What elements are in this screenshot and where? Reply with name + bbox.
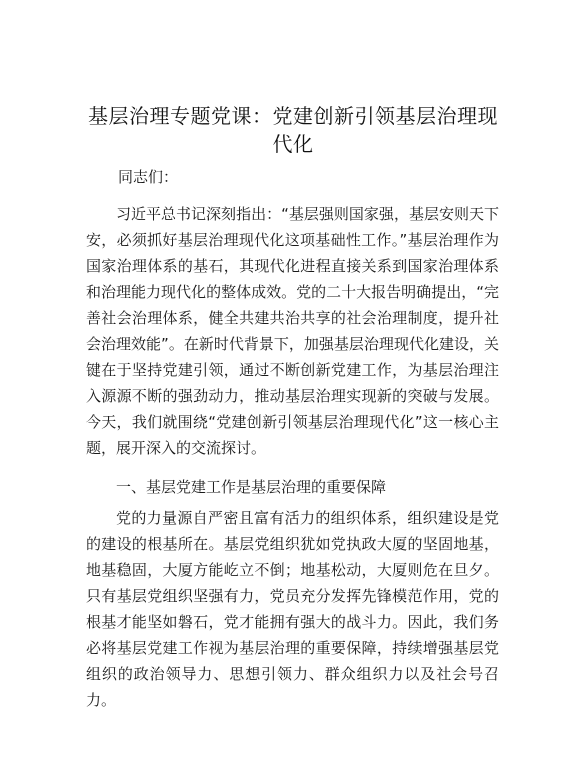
salutation: 同志们： [118,168,179,186]
document-title: 基层治理专题党课：党建创新引领基层治理现代化 [88,104,498,156]
section-paragraph: 党的力量源自严密且富有活力的组织体系，组织建设是党的建设的根基所在。基层党组织犹如党执政大厦的坚固地基，地基稳固，大厦方能屹立不倒；地基松动，大厦则危在旦夕。只有基层党组织坚强有力，党员充分发挥先锋模范作用，党的根基才能坚如磐石，党才能拥有强大的战斗力。因此，我们务必将基层党建工作视为基层治理的重要保障，持续增强基层党组织的政治领导力、思想引领力、群众组织力以及社会号召力。 [86,509,499,709]
intro-paragraph: 习近平总书记深刻指出：“基层强则国家强，基层安则天下安，必须抓好基层治理现代化这项基础性工作。”基层治理作为国家治理体系的基石，其现代化进程直接关系到国家治理体系和治理能力现代化的整体成效。党的二十大报告明确提出，“完善社会治理体系，健全共建共治共享的社会治理制度，提升社会治理效能”。在新时代背景下，加强基层治理现代化建设，关键在于坚持党建引领，通过不断创新党建工作，为基层治理注入源源不断的强劲动力，推动基层治理实现新的突破与发展。今天，我们就围绕“党建创新引领基层治理现代化”这一核心主题，展开深入的交流探讨。 [86,205,499,457]
section-heading: 一、基层党建工作是基层治理的重要保障 [116,478,387,496]
